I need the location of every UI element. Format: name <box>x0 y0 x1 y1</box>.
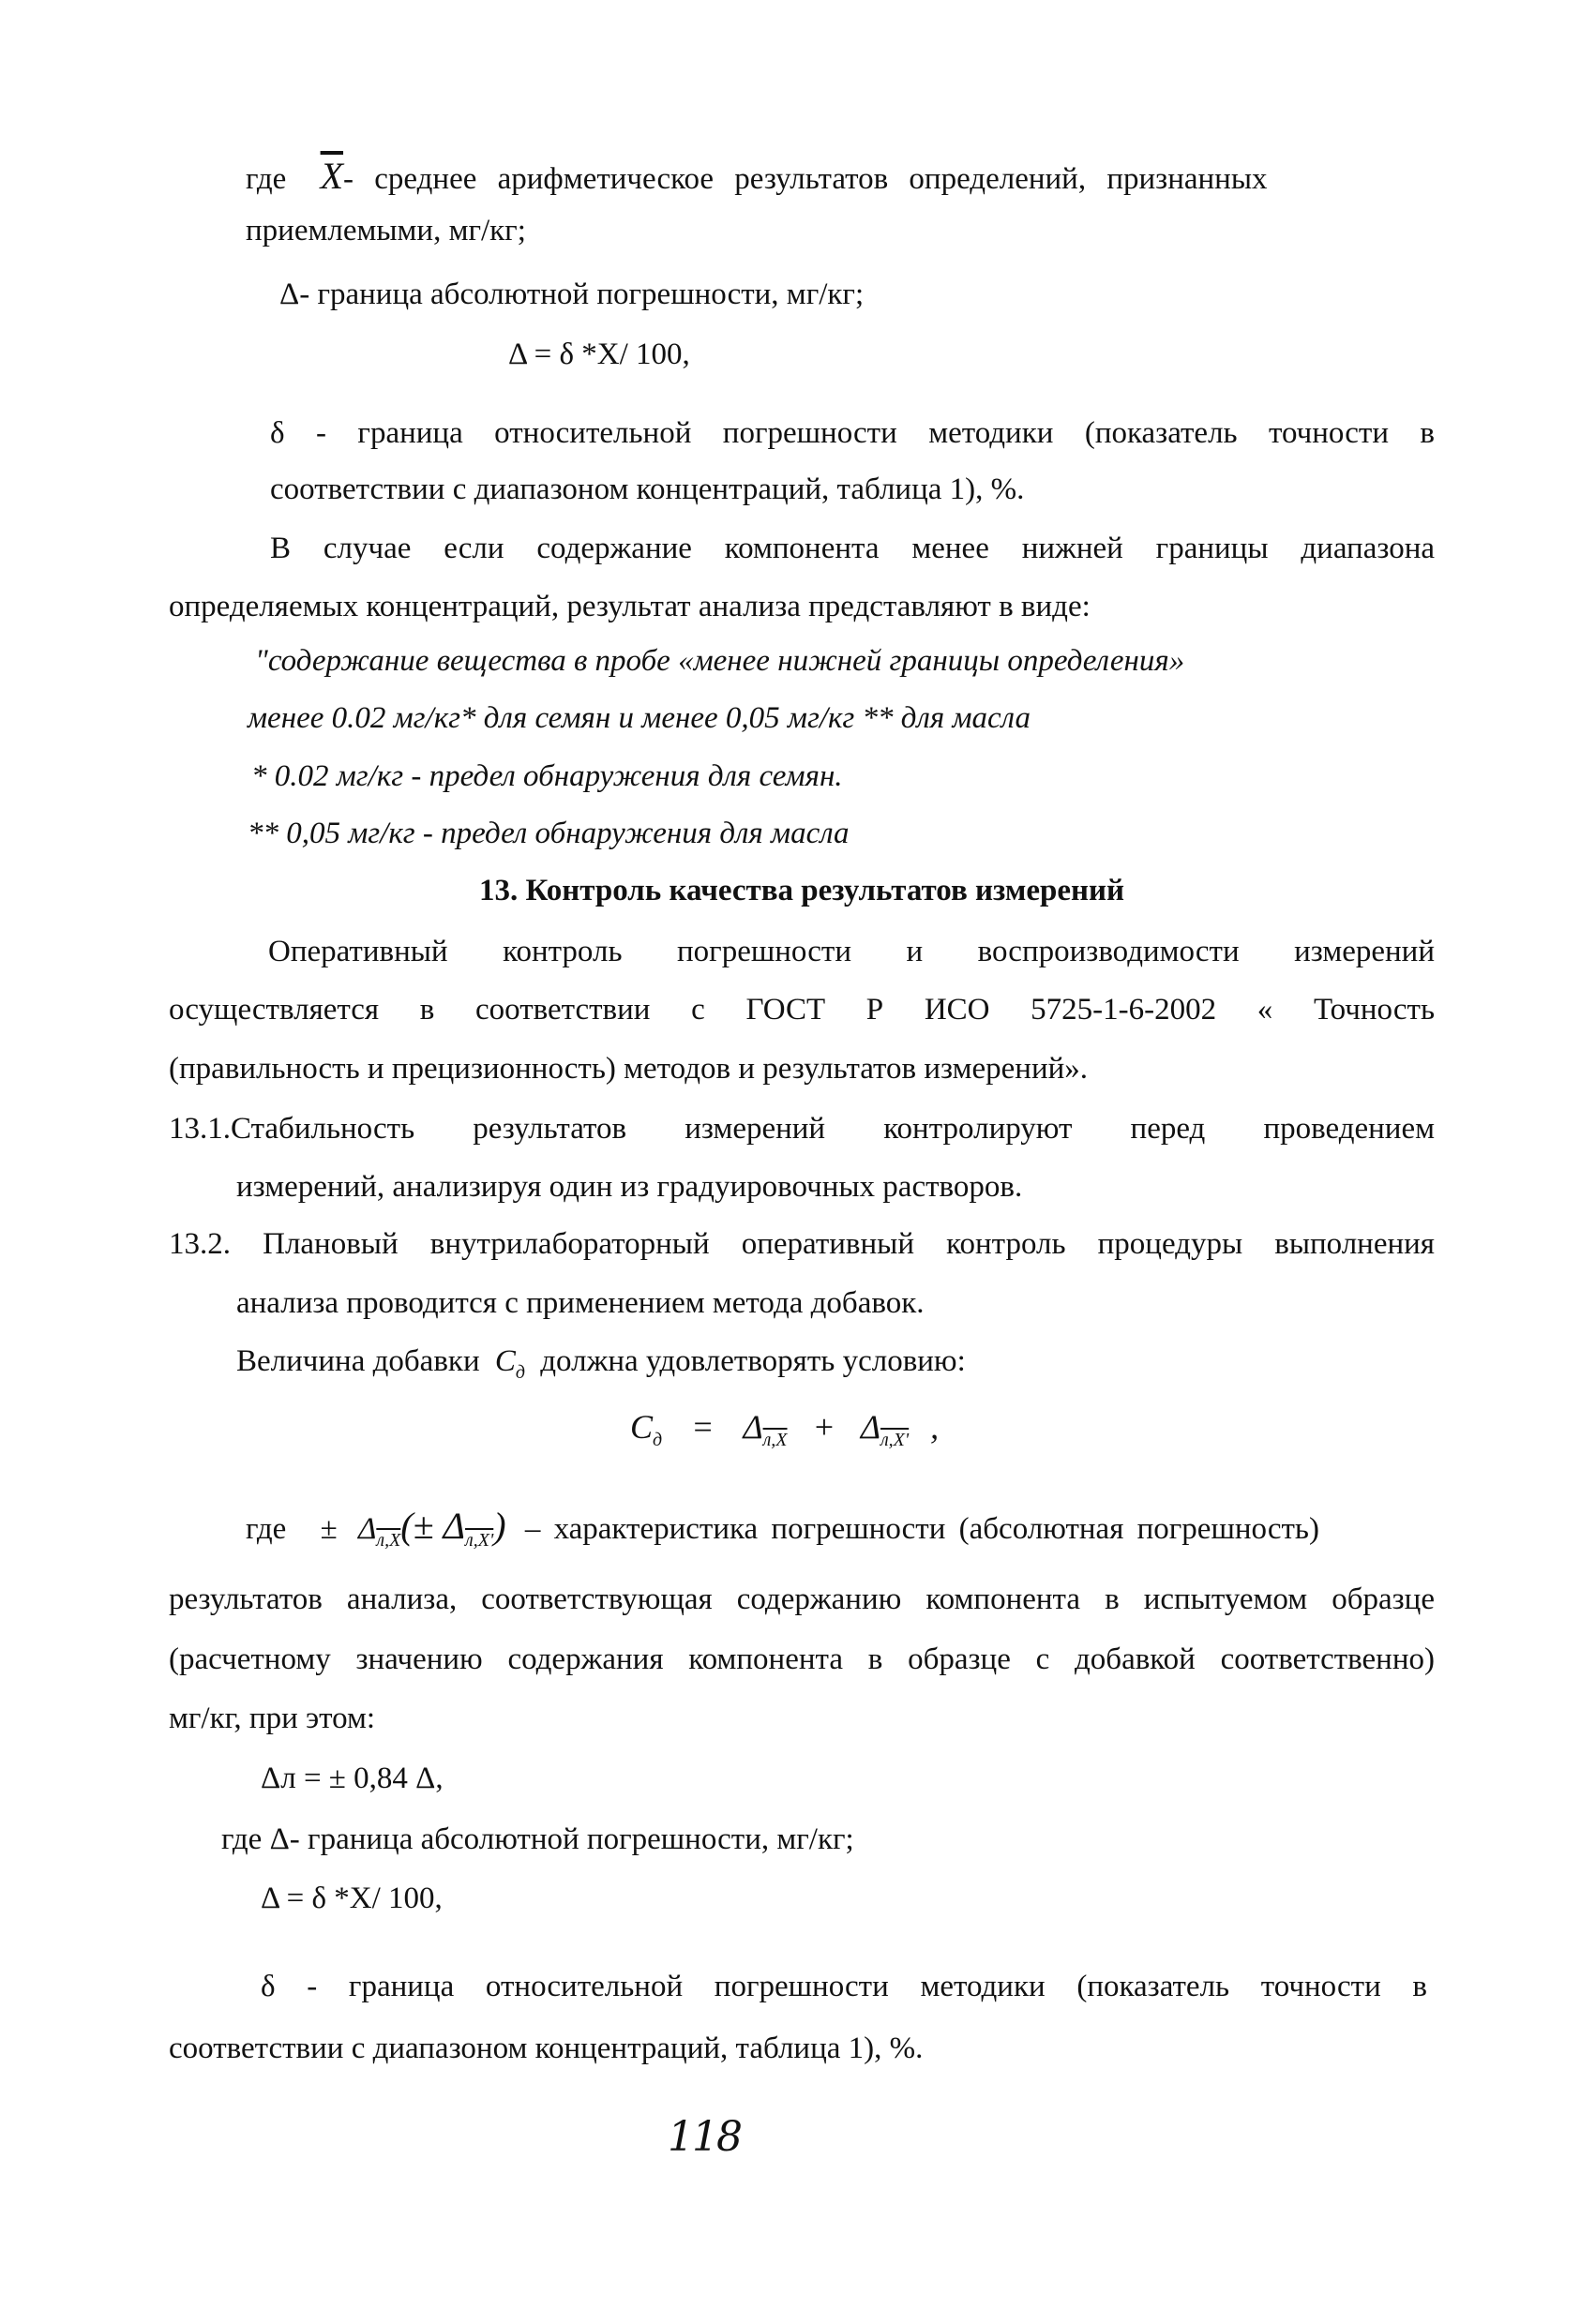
dl-formula: Δл = ± 0,84 Δ, <box>261 1762 444 1795</box>
item-13-2-line-1: 13.2. Плановый внутрилабораторный оперативный контроль процедуры выполнения <box>169 1227 1435 1261</box>
footnote-oil: ** 0,05 мг/кг - предел обнаружения для масла <box>248 817 850 850</box>
additive-post-text: должна удовлетворять условию: <box>540 1344 966 1378</box>
operative-line-2: осуществляется в соответствии с ГОСТ Р ИСО 5725-1-6-2002 « Точность <box>169 993 1435 1027</box>
relative-error-line-2: соответствии с диапазоном концентраций, таблица 1), %. <box>270 472 1025 506</box>
delta-definition: Δ- граница абсолютной погрешности, мг/кг; <box>279 277 865 311</box>
additive-symbol: $C_д$ <box>494 1344 525 1383</box>
operative-line-1: Оперативный контроль погрешности и воспроизводимости измерений <box>268 935 1435 968</box>
additive-condition <box>236 1341 966 1393</box>
result-para-line-2: (расчетному значению содержания компонента в образце с добавкой соответственно) <box>169 1642 1435 1676</box>
relative-error-line-1: δ - граница относительной погрешности методики (показатель точности в <box>270 416 1435 450</box>
case-line-2: определяемых концентраций, результат анализа представляют в виде: <box>169 590 1091 623</box>
result-para-line-3: мг/кг, при этом: <box>169 1702 376 1735</box>
footnote-seeds: * 0.02 мг/кг - предел обнаружения для семян. <box>251 759 843 793</box>
operative-line-3: (правильность и прецизионность) методов и результатов измерений». <box>169 1052 1089 1086</box>
xbar-definition-line-2: приемлемыми, мг/кг; <box>246 214 526 247</box>
additive-formula: $C_д = \Delta_{л,X} + \Delta_{л,X'}$ , <box>630 1408 940 1450</box>
delta-definition-2: где Δ- граница абсолютной погрешности, мг/кг; <box>221 1822 854 1856</box>
error-characteristic-line: где ± $\Delta_{л,X}(\pm \Delta_{л,X'})$ – характеристика погрешности (абсолютная погрешность) <box>246 1505 1319 1551</box>
delta-formula: Δ = δ *X/ 100, <box>508 337 690 371</box>
result-template-line-2: менее 0.02 мг/кг* для семян и менее 0,05 мг/кг ** для масла <box>248 701 1031 735</box>
delta-formula-2: Δ = δ *X/ 100, <box>261 1882 443 1915</box>
case-line-1: В случае если содержание компонента менее нижней границы диапазона <box>270 532 1435 565</box>
result-template-line-1: "содержание вещества в пробе «менее нижней границы определения» <box>255 644 1185 678</box>
item-13-2-line-2: анализа проводится с применением метода добавок. <box>236 1286 925 1320</box>
relative-error-2-line-2: соответствии с диапазоном концентраций, таблица 1), %. <box>169 2032 924 2065</box>
item-13-1-line-2: измерений, анализируя один из градуировочных растворов. <box>236 1170 1023 1204</box>
where-word: где <box>246 162 287 196</box>
xbar-definition-line <box>246 156 1435 200</box>
item-13-1-line-1: 13.1.Стабильность результатов измерений контролируют перед проведением <box>169 1112 1435 1146</box>
section-title: 13. Контроль качества результатов измерений <box>478 874 1125 907</box>
additive-pre-text: Величина добавки <box>236 1344 480 1378</box>
page-number: 118 <box>668 2113 741 2161</box>
result-para-line-1: результатов анализа, соответствующая содержанию компонента в испытуемом образце <box>169 1582 1435 1616</box>
x-bar-symbol: $\overline{X}$ <box>320 155 344 197</box>
xbar-definition-text: - среднее арифметическое результатов определений, признанных <box>343 162 1268 196</box>
relative-error-2-line-1: δ - граница относительной погрешности методики (показатель точности в <box>261 1970 1427 2003</box>
